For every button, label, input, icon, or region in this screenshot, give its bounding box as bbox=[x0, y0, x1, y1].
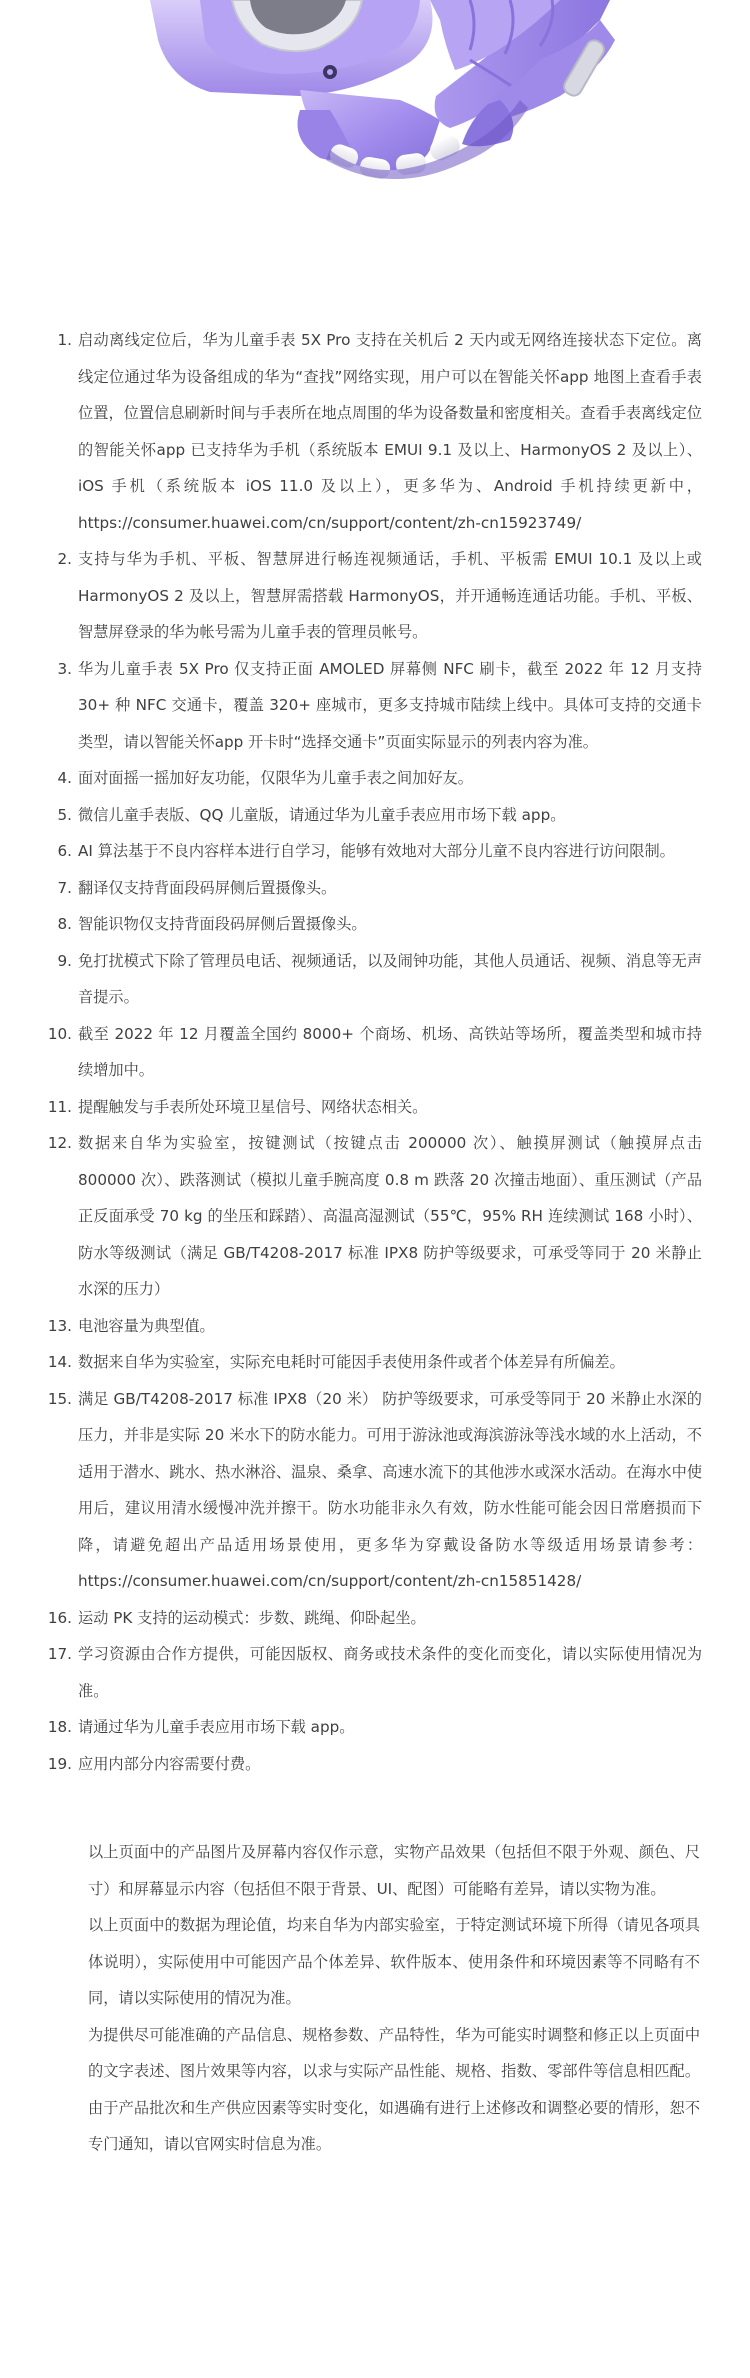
footnote-text: 截至 2022 年 12 月覆盖全国约 8000+ 个商场、机场、高铁站等场所，覆盖类型和城市持续增加中。 bbox=[78, 1024, 702, 1079]
footnote-item bbox=[52, 870, 702, 907]
footnote-text: 学习资源由合作方提供，可能因版权、商务或技术条件的变化而变化，请以实际使用情况为准。 bbox=[78, 1645, 702, 1700]
disclaimer bbox=[88, 1834, 700, 2163]
footnote-item bbox=[52, 541, 702, 651]
footnote-item bbox=[52, 833, 702, 870]
footnote-item bbox=[47, 1746, 702, 1783]
footnote-number: 1. bbox=[57, 331, 72, 349]
footnote-number: 12. bbox=[47, 1134, 72, 1152]
footnote-text: 数据来自华为实验室，实际充电耗时可能因手表使用条件或者个体差异有所偏差。 bbox=[78, 1353, 625, 1371]
footnote-text: 启动离线定位后，华为儿童手表 5X Pro 支持在关机后 2 天内或无网络连接状态下定位。离线定位通过华为设备组成的华为“查找”网络实现，用户可以在智能关怀app 地图上查看手表位置，位置信息刷新时间与手表所在地点周围的华为设备数量和密度相关。查看手表离线定位的智能关怀app 已支持华为手机（系统版本 EMUI 9.1 及以上、HarmonyOS 2 及以上）、iOS 手机（系统版本 iOS 11.0 及以上），更多华为、Android 手机持续更新中，https://consumer.huawei.com/cn/support/content/zh-cn15923749/ bbox=[78, 331, 702, 532]
footnote-item bbox=[47, 1344, 702, 1381]
footnote-item bbox=[52, 797, 702, 834]
footnote-text: 数据来自华为实验室，按键测试（按键点击 200000 次）、触摸屏测试（触摸屏点击 800000 次）、跌落测试（模拟儿童手腕高度 0.8 m 跌落 20 次撞击地面）、重压测试（产品正反面承受 70 kg 的坐压和踩踏）、高温高湿测试（55℃，95% RH 连续测试 168 小时）、防水等级测试（满足 GB/T4208-2017 标准 IPX8 防护等级要求，可承受等同于 20 米静止水深的压力） bbox=[78, 1134, 703, 1298]
disclaimer-paragraph: 以上页面中的数据为理论值，均来自华为内部实验室，于特定测试环境下所得（请见各项具体说明），实际使用中可能因产品个体差异、软件版本、使用条件和环境因素等不同略有不同，请以实际使用的情况为准。 bbox=[88, 1916, 700, 2007]
footnote-text: AI 算法基于不良内容样本进行自学习，能够有效地对大部分儿童不良内容进行访问限制。 bbox=[78, 842, 675, 860]
footnote-number: 14. bbox=[47, 1353, 72, 1371]
footnote-item bbox=[47, 1709, 702, 1746]
footnote-number: 6. bbox=[57, 842, 72, 860]
footnote-item bbox=[52, 760, 702, 797]
footnote-text: 面对面摇一摇加好友功能，仅限华为儿童手表之间加好友。 bbox=[78, 769, 473, 787]
footnote-text: 应用内部分内容需要付费。 bbox=[78, 1754, 261, 1773]
footnote-number: 4. bbox=[57, 769, 72, 787]
footnote-text: 运动 PK 支持的运动模式：步数、跳绳、仰卧起坐。 bbox=[78, 1608, 426, 1627]
footnote-number: 9. bbox=[57, 951, 72, 970]
footnote-number: 18. bbox=[47, 1718, 72, 1736]
watch-band-illustration bbox=[0, 0, 750, 200]
footnote-number: 10. bbox=[47, 1024, 72, 1043]
footnote-item bbox=[47, 1125, 703, 1308]
footnote-text: 电池容量为典型值。 bbox=[78, 1316, 215, 1335]
footnote-number: 11. bbox=[47, 1097, 72, 1116]
footnote-text: 免打扰模式下除了管理员电话、视频通话，以及闹钟功能，其他人员通话、视频、消息等无声音提示。 bbox=[78, 951, 702, 1006]
footnote-text: 智能识物仅支持背面段码屏侧后置摄像头。 bbox=[78, 915, 367, 933]
footnote-number: 19. bbox=[47, 1754, 72, 1773]
footnotes bbox=[47, 322, 703, 1782]
footnote-number: 2. bbox=[57, 550, 72, 568]
footnote-text: 华为儿童手表 5X Pro 仅支持正面 AMOLED 屏幕侧 NFC 刷卡，截至 2022 年 12 月支持 30+ 种 NFC 交通卡，覆盖 320+ 座城市，更多支持城市陆续上线中。具体可支持的交通卡类型，请以智能关怀app 开卡时“选择交通卡”页面实际显示的列表内容为准。 bbox=[78, 659, 702, 751]
footnote-number: 3. bbox=[57, 659, 72, 678]
footnote-text: 提醒触发与手表所处环境卫星信号、网络状态相关。 bbox=[78, 1097, 428, 1116]
footnote-item bbox=[52, 943, 702, 1016]
footnote-item bbox=[52, 322, 702, 541]
footnote-number: 13. bbox=[47, 1316, 72, 1335]
footnote-number: 17. bbox=[47, 1645, 72, 1663]
footnote-text: 微信儿童手表版、QQ 儿童版，请通过华为儿童手表应用市场下载 app。 bbox=[78, 805, 566, 824]
footnote-number: 8. bbox=[57, 915, 72, 933]
footnote-item bbox=[47, 1308, 702, 1345]
footnote-item bbox=[47, 1636, 702, 1709]
footnote-item bbox=[47, 1089, 702, 1126]
footnote-number: 5. bbox=[57, 805, 72, 824]
footnote-item bbox=[52, 651, 702, 761]
footnote-item bbox=[47, 1600, 702, 1637]
footnote-number: 16. bbox=[47, 1608, 72, 1627]
footnote-list bbox=[47, 322, 703, 1782]
footnote-text: 支持与华为手机、平板、智慧屏进行畅连视频通话，手机、平板需 EMUI 10.1 及以上或 HarmonyOS 2 及以上，智慧屏需搭载 HarmonyOS，并开通畅连通话功能。手机、平板、智慧屏登录的华为帐号需为儿童手表的管理员帐号。 bbox=[78, 550, 702, 641]
footnote-text: 请通过华为儿童手表应用市场下载 app。 bbox=[78, 1718, 355, 1736]
disclaimer-paragraph: 以上页面中的产品图片及屏幕内容仅作示意，实物产品效果（包括但不限于外观、颜色、尺寸）和屏幕显示内容（包括但不限于背景、UI、配图）可能略有差异，请以实物为准。 bbox=[88, 1843, 700, 1898]
footnote-number: 15. bbox=[47, 1389, 72, 1408]
watch-hero bbox=[0, 0, 750, 200]
footnote-text: 满足 GB/T4208-2017 标准 IPX8（20 米） 防护等级要求，可承受等同于 20 米静止水深的压力，并非是实际 20 米水下的防水能力。可用于游泳池或海滨游泳等浅水域的水上活动，不适用于潜水、跳水、热水淋浴、温泉、桑拿、高速水流下的其他涉水或深水活动。在海水中使用后，建议用清水缓慢冲洗并擦干。防水功能非永久有效，防水性能可能会因日常磨损而下降，请避免超出产品适用场景使用，更多华为穿戴设备防水等级适用场景请参考：https://consumer.huawei.com/cn/support/content/zh-cn15851428/ bbox=[78, 1389, 702, 1590]
footnote-text: 翻译仅支持背面段码屏侧后置摄像头。 bbox=[78, 878, 337, 897]
footnote-item bbox=[52, 906, 702, 943]
footnote-item bbox=[47, 1016, 702, 1089]
disclaimer-paragraph: 为提供尽可能准确的产品信息、规格参数、产品特性，华为可能实时调整和修正以上页面中的文字表述、图片效果等内容，以求与实际产品性能、规格、指数、零部件等信息相匹配。由于产品批次和生产供应因素等实时变化，如遇确有进行上述修改和调整必要的情形，恕不专门通知，请以官网实时信息为准。 bbox=[88, 2025, 700, 2153]
footnote-number: 7. bbox=[57, 878, 72, 897]
footnote-item bbox=[47, 1381, 702, 1600]
